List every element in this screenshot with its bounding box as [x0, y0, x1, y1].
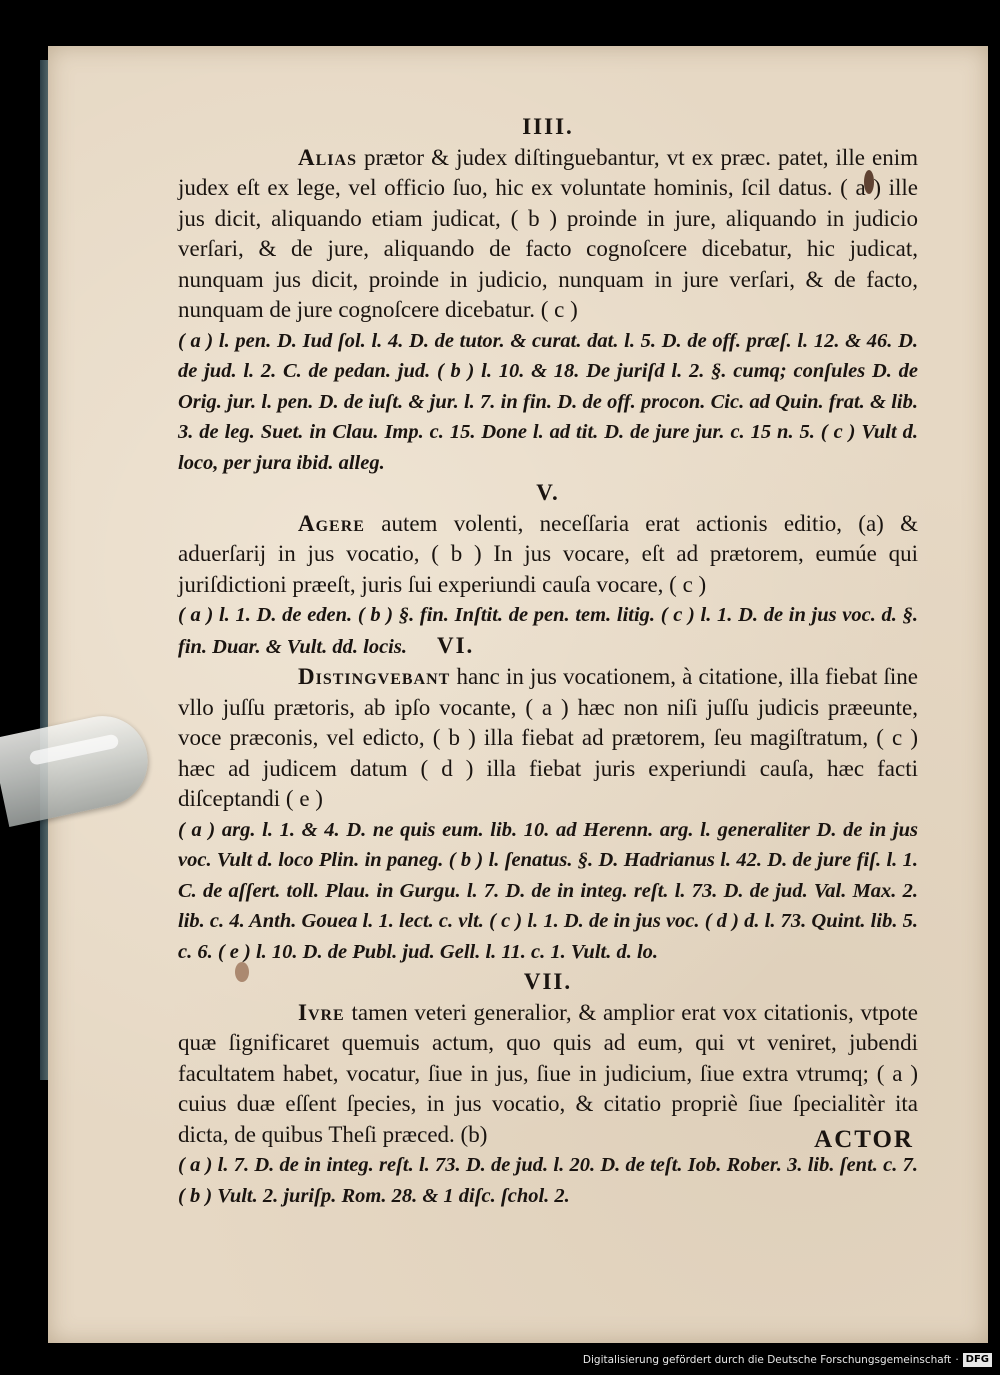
thesis-5-notes-line [178, 600, 918, 662]
thesis-5-lead-word: Agere [298, 510, 365, 536]
thesis-6-body: hanc in jus vocationem, à citatione, illa fiebat ſine vllo juſſu prætoris, ab ipſo vocante, ( a ) hæc non niſi juſſu judicis præeunte, voce præconis, vel edicto, ( b ) illa fiebat ad prætorem, ſeu magiſtratum, ( c ) hæc ad judicem datum ( d ) illa fiebat juris experiundi cauſa, hæc facti diſceptandi ( e ) [178, 664, 918, 811]
thesis-5-paragraph [178, 509, 918, 601]
thesis-7-paragraph [178, 998, 918, 1151]
thesis-7-body: tamen veteri generalior, & amplior erat vox citationis, vtpote quæ ſignificaret quemuis actum, quo quis ad eum, qui vt veniret, jubendi facultatem habet, vocatur, ſiue in jus, ſiue in judicium, ſiue extra vtrumq; ( a ) cuius duæ eſſent ſpecies, in jus vocatio, & citatio propriè ſiue ſpecialitèr ita dicta, de quibus Theſi præced. (b) [178, 999, 918, 1147]
thesis-heading-6: VI. [436, 632, 475, 658]
thesis-4-paragraph [178, 143, 918, 326]
thesis-6-lead-word: Distingvebant [298, 664, 451, 689]
dfg-separator: · [955, 1354, 959, 1366]
thesis-6-paragraph [178, 662, 918, 815]
thesis-4-lead-word: Alias [298, 144, 357, 170]
thesis-6-notes: ( a ) arg. l. 1. & 4. D. ne quis eum. lib. 10. ad Herenn. arg. l. generaliter D. de in jus voc. Vult d. loco Plin. in paneg. ( b ) l. ſenatus. §. D. Hadrianus l. 42. D. de jure fiſ. l. 1. C. de aſſert. toll. Plau. in Gurgu. l. 7. D. de in integ. reſt. l. 73. D. de jud. Val. Max. 2. lib. c. 4. Anth. Gouea l. 1. lect. c. vlt. ( c ) l. 1. D. de in jus voc. ( d ) d. l. 73. Quint. lib. 5. c. 6. ( e ) l. 10. D. de Publ. jud. Gell. l. 11. c. 1. Vult. d. lo. [178, 818, 918, 963]
page-text [178, 112, 918, 1211]
thesis-heading-7: VII. [523, 969, 573, 994]
funding-credit: Digitalisierung gefördert durch die Deutsche Forschungsgemeinschaft [582, 1354, 952, 1366]
thesis-heading-5: V. [536, 480, 560, 505]
dfg-logo-icon: DFG [963, 1353, 992, 1367]
thesis-4-body: prætor & judex diſtinguebantur, vt ex præc. patet, ille enim judex eſt ex lege, vel officio ſuo, hic ex voluntate hominis, ſcil datus. ( a ) ille jus dicit, aliquando etiam judicat, ( b ) proinde in jure, aliquando in judicio verſari, & de jure, aliquando de facto cognoſcere dicebatur, hic judicat, nunquam jus dicit, proinde in judicio, nunquam in jure verſari, & de facto, nunquam de jure cognoſcere dicebatur. ( c ) [178, 144, 918, 322]
thesis-5-notes: ( a ) l. 1. D. de eden. ( b ) §. fin. Inſtit. de pen. tem. litig. ( c ) l. 1. D. de in jus voc. d. §. fin. Duar. & Vult. dd. locis. [178, 604, 918, 658]
thesis-4-notes: ( a ) l. pen. D. Iud ſol. l. 4. D. de tutor. & curat. dat. l. 5. D. de off. præſ. l. 12. & 46. D. de jud. l. 2. C. de pedan. jud. ( b ) l. 10. & 18. De juriſd l. 2. §. cumq; conſules D. de Orig. jur. l. pen. D. de iuſt. & jur. l. 7. in fin. D. de off. procon. Cic. ad Quin. frat. & lib. 3. de leg. Suet. in Clau. Imp. c. 15. Done l. ad tit. D. de jure jur. c. 15 n. 5. ( c ) Vult d. loco, per jura ibid. alleg. [178, 329, 918, 474]
thesis-heading-4: IIII. [522, 114, 574, 139]
thesis-7-lead-word: Ivre [298, 999, 345, 1025]
thesis-5-body: autem volenti, neceſſaria erat actionis editio, (a) & aduerſarij in jus vocatio, ( b ) In jus vocare, eſt ad prætorem, eumúe qui juriſdictioni præeſt, juris ſui experiundi cauſa vocare, ( c ) [178, 510, 918, 597]
digitization-footer [583, 1350, 992, 1370]
thesis-7-notes: ( a ) l. 7. D. de in integ. reſt. l. 73. D. de jud. l. 20. D. de teſt. Iob. Rober. 3. lib. ſent. c. 7. ( b ) Vult. 2. juriſp. Rom. 28. & 1 diſc. ſchol. 2. [178, 1154, 918, 1207]
catchword: ACTOR [814, 1126, 914, 1153]
